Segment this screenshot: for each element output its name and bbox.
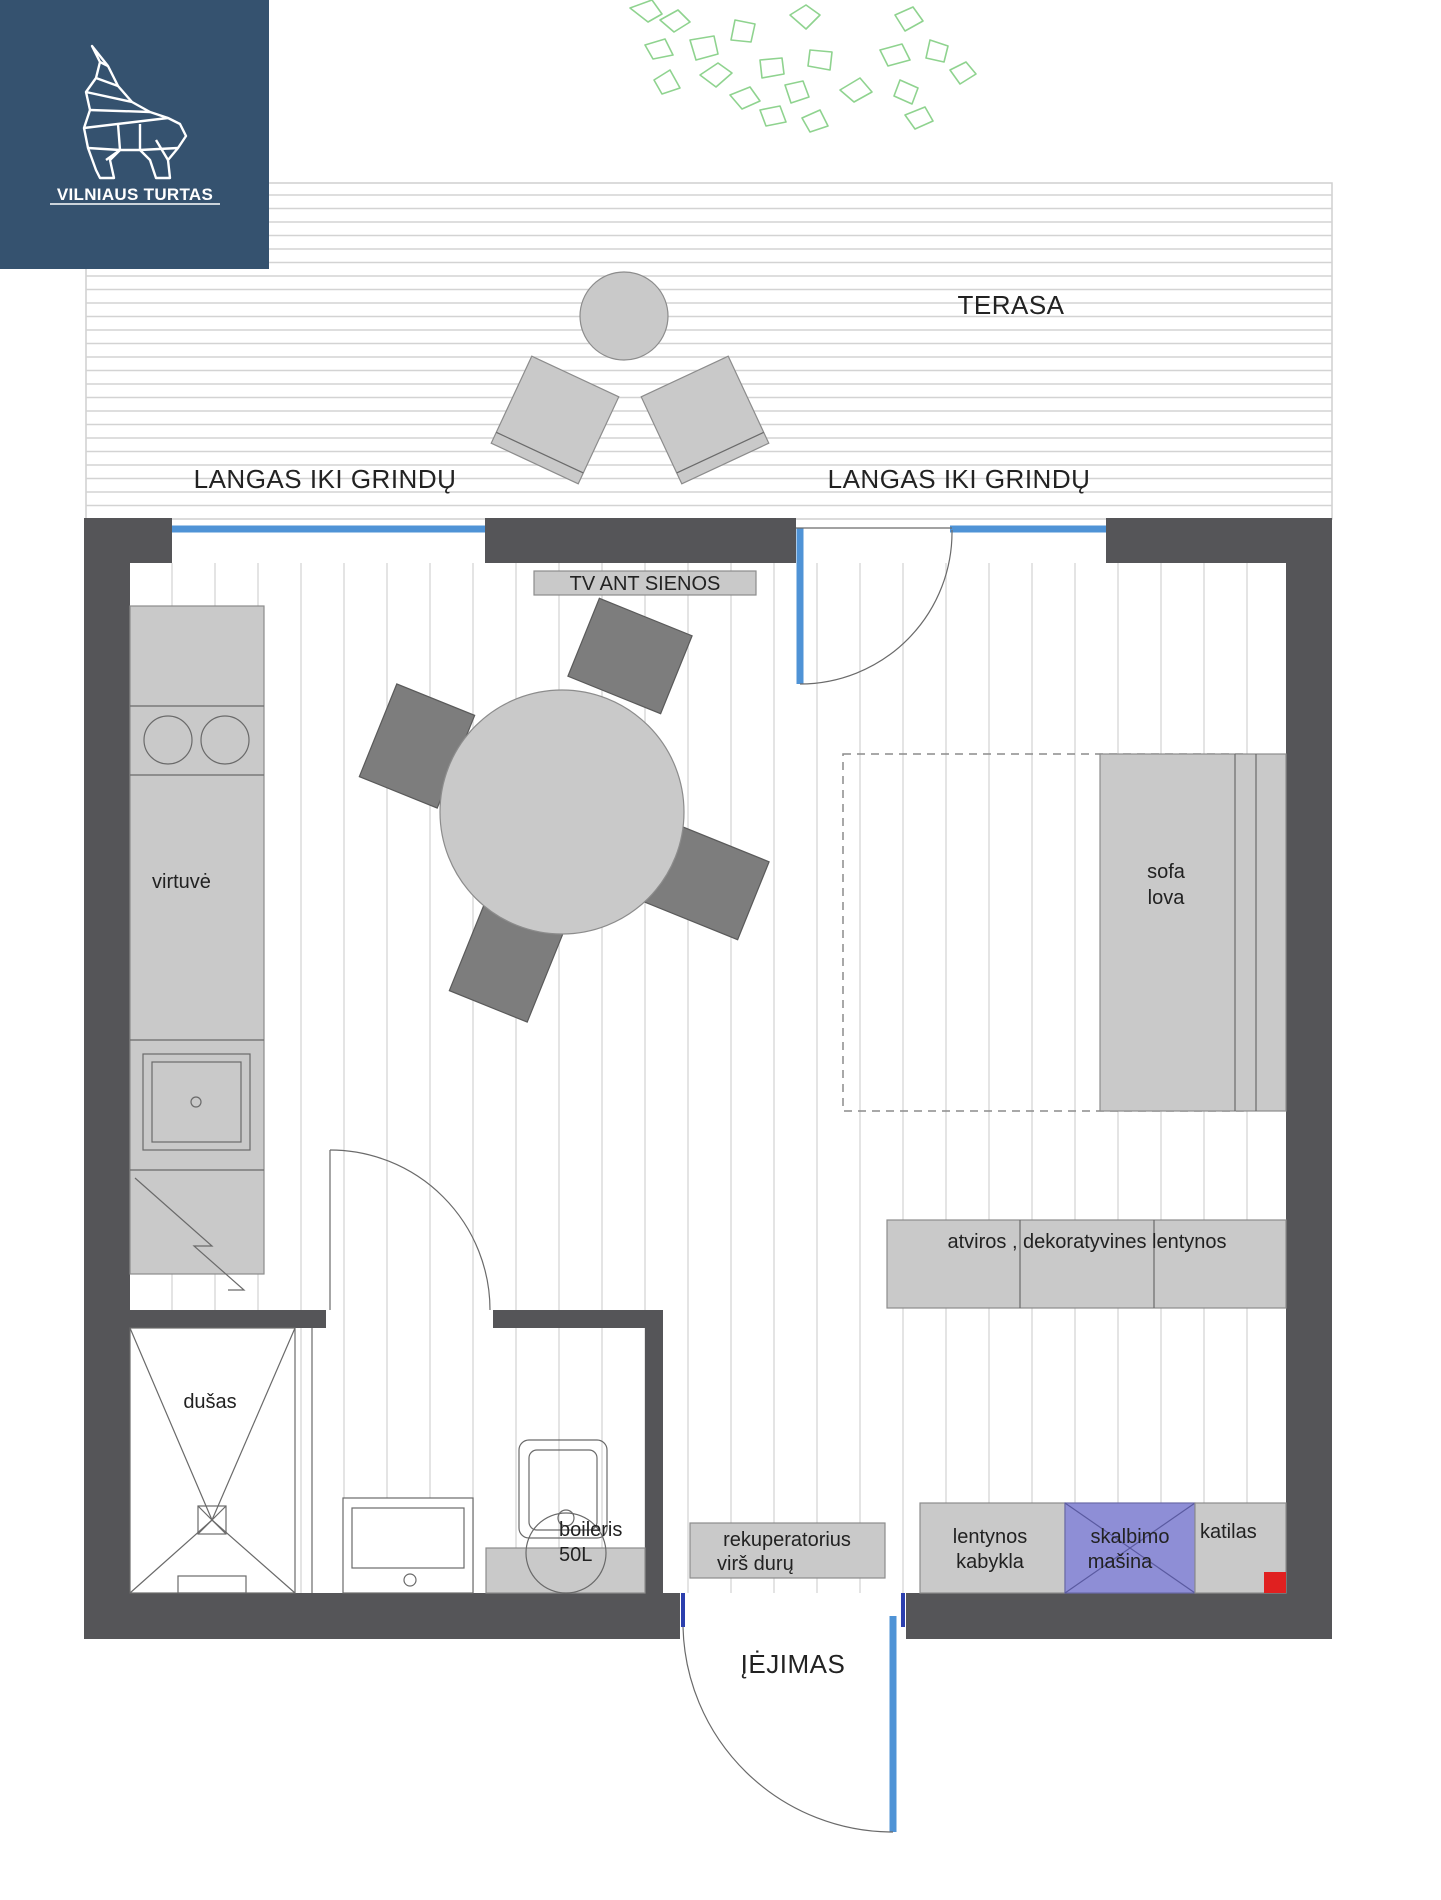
furnace-label: katilas [1200, 1521, 1257, 1543]
entrance-label: ĮĖJIMAS [740, 1649, 846, 1679]
washing-machine [1065, 1503, 1195, 1593]
logo [0, 0, 269, 269]
furnace-marker [1264, 1572, 1286, 1593]
sofa-label-line1: sofa [1147, 861, 1185, 883]
shower [130, 1328, 295, 1593]
plant-icon [630, 0, 976, 132]
recuperator-label-line1: rekuperatorius [723, 1529, 851, 1551]
recuperator-label-line2: virš durų [717, 1553, 794, 1575]
terrace-label: TERASA [957, 290, 1065, 320]
closet-label-line2: kabykla [956, 1551, 1024, 1573]
window-right-label: LANGAS IKI GRINDŲ [827, 464, 1091, 494]
window-left-label: LANGAS IKI GRINDŲ [193, 464, 457, 494]
logo-background [0, 0, 269, 269]
boiler-label-line2: 50L [559, 1544, 593, 1566]
kitchen-unit [130, 606, 264, 1290]
closet-label-line1: lentynos [952, 1526, 1028, 1548]
sofa-label-line2: lova [1147, 887, 1185, 909]
washer-label-line2: mašina [1087, 1551, 1153, 1573]
washer-label-line1: skalbimo [1090, 1526, 1170, 1548]
logo-brand: VILNIAUS TURTAS [56, 185, 214, 204]
terrace-table [580, 272, 668, 360]
sofa-bed [1100, 754, 1286, 1111]
dining-table [440, 690, 684, 934]
kitchen-label: virtuvė [152, 871, 211, 893]
washbasin [343, 1498, 473, 1593]
furnace [1195, 1503, 1286, 1593]
shelves-label: atviros , dekoratyvines lentynos [947, 1231, 1227, 1253]
boiler-label-line1: boileris [559, 1519, 623, 1541]
closet [920, 1503, 1065, 1593]
shower-label: dušas [183, 1391, 237, 1413]
tv-label: TV ANT SIENOS [569, 573, 721, 595]
